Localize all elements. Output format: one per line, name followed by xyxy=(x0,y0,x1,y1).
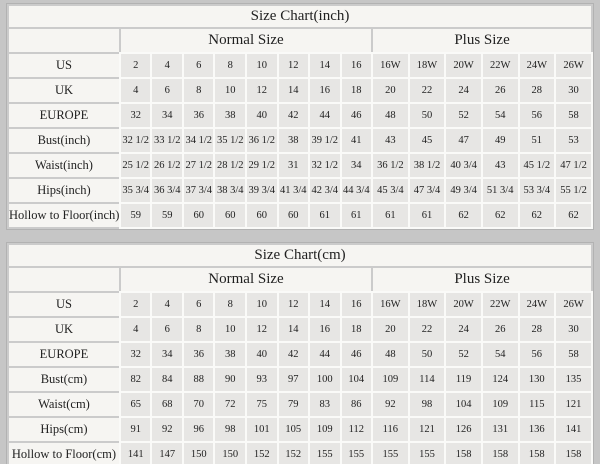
size-value-cell: 135 xyxy=(556,368,591,391)
size-value-cell: 53 xyxy=(556,129,591,152)
table-row xyxy=(9,129,591,152)
size-value-cell: 88 xyxy=(184,368,214,391)
size-value-cell: 24 xyxy=(446,318,481,341)
size-value-cell: 35 3/4 xyxy=(121,179,151,202)
size-value-cell: 38 xyxy=(279,129,309,152)
size-value-cell: 14 xyxy=(279,79,309,102)
normal-size-header: Normal Size xyxy=(121,268,371,291)
size-value-cell: 4 xyxy=(121,79,151,102)
size-value-cell: 33 1/2 xyxy=(152,129,182,152)
size-value-cell: 158 xyxy=(520,443,555,464)
size-value-cell: 60 xyxy=(247,204,277,227)
size-value-cell: 36 xyxy=(184,343,214,366)
size-value-cell: 51 3/4 xyxy=(483,179,518,202)
size-value-cell: 8 xyxy=(215,293,245,316)
size-value-cell: 31 xyxy=(279,154,309,177)
size-value-cell: 26W xyxy=(556,293,591,316)
size-value-cell: 72 xyxy=(215,393,245,416)
table-row xyxy=(9,343,591,366)
size-value-cell: 61 xyxy=(342,204,372,227)
row-label: UK xyxy=(9,79,119,102)
size-value-cell: 6 xyxy=(152,318,182,341)
row-label: EUROPE xyxy=(9,343,119,366)
size-value-cell: 43 xyxy=(373,129,408,152)
size-value-cell: 28 xyxy=(520,79,555,102)
size-value-cell: 47 3/4 xyxy=(410,179,445,202)
size-value-cell: 22 xyxy=(410,79,445,102)
table-row xyxy=(9,154,591,177)
size-value-cell: 62 xyxy=(446,204,481,227)
size-value-cell: 50 xyxy=(410,343,445,366)
size-value-cell: 79 xyxy=(279,393,309,416)
size-value-cell: 44 xyxy=(310,104,340,127)
size-value-cell: 4 xyxy=(152,54,182,77)
row-label: Bust(cm) xyxy=(9,368,119,391)
size-value-cell: 22W xyxy=(483,293,518,316)
size-value-cell: 61 xyxy=(373,204,408,227)
row-label: Waist(inch) xyxy=(9,154,119,177)
row-label: UK xyxy=(9,318,119,341)
size-value-cell: 2 xyxy=(121,293,151,316)
table-row xyxy=(9,418,591,441)
section-header-row xyxy=(9,29,591,52)
size-value-cell: 26 xyxy=(483,318,518,341)
size-value-cell: 112 xyxy=(342,418,372,441)
size-value-cell: 14 xyxy=(279,318,309,341)
size-value-cell: 36 3/4 xyxy=(152,179,182,202)
size-value-cell: 55 1/2 xyxy=(556,179,591,202)
size-value-cell: 44 xyxy=(310,343,340,366)
size-value-cell: 44 3/4 xyxy=(342,179,372,202)
size-value-cell: 36 xyxy=(184,104,214,127)
size-value-cell: 104 xyxy=(342,368,372,391)
size-value-cell: 24 xyxy=(446,79,481,102)
row-label: Hips(inch) xyxy=(9,179,119,202)
size-value-cell: 92 xyxy=(152,418,182,441)
table-title: Size Chart(cm) xyxy=(9,245,591,266)
size-value-cell: 45 3/4 xyxy=(373,179,408,202)
size-value-cell: 16 xyxy=(310,79,340,102)
size-value-cell: 24W xyxy=(520,293,555,316)
size-value-cell: 16W xyxy=(373,293,408,316)
size-value-cell: 28 1/2 xyxy=(215,154,245,177)
size-value-cell: 14 xyxy=(310,293,340,316)
size-value-cell: 70 xyxy=(184,393,214,416)
size-value-cell: 20 xyxy=(373,79,408,102)
size-value-cell: 100 xyxy=(310,368,340,391)
size-value-cell: 16 xyxy=(342,54,372,77)
size-value-cell: 45 xyxy=(410,129,445,152)
size-value-cell: 109 xyxy=(373,368,408,391)
size-value-cell: 104 xyxy=(446,393,481,416)
size-value-cell: 86 xyxy=(342,393,372,416)
size-value-cell: 53 3/4 xyxy=(520,179,555,202)
row-label: Hollow to Floor(inch) xyxy=(9,204,119,227)
size-value-cell: 51 xyxy=(520,129,555,152)
size-value-cell: 147 xyxy=(152,443,182,464)
size-value-cell: 49 xyxy=(483,129,518,152)
size-value-cell: 56 xyxy=(520,104,555,127)
size-value-cell: 68 xyxy=(152,393,182,416)
size-value-cell: 54 xyxy=(483,343,518,366)
size-value-cell: 60 xyxy=(215,204,245,227)
plus-size-header: Plus Size xyxy=(373,29,591,52)
size-value-cell: 60 xyxy=(279,204,309,227)
table-row xyxy=(9,443,591,464)
size-value-cell: 4 xyxy=(121,318,151,341)
table-title: Size Chart(inch) xyxy=(9,6,591,27)
size-value-cell: 124 xyxy=(483,368,518,391)
size-value-cell: 42 xyxy=(279,343,309,366)
size-value-cell: 84 xyxy=(152,368,182,391)
size-value-cell: 58 xyxy=(556,343,591,366)
size-value-cell: 38 xyxy=(215,343,245,366)
size-value-cell: 12 xyxy=(247,79,277,102)
size-value-cell: 18W xyxy=(410,54,445,77)
size-value-cell: 158 xyxy=(446,443,481,464)
size-value-cell: 38 1/2 xyxy=(410,154,445,177)
size-value-cell: 131 xyxy=(483,418,518,441)
size-value-cell: 14 xyxy=(310,54,340,77)
size-value-cell: 40 xyxy=(247,343,277,366)
size-value-cell: 46 xyxy=(342,343,372,366)
size-value-cell: 30 xyxy=(556,79,591,102)
size-value-cell: 22 xyxy=(410,318,445,341)
size-value-cell: 56 xyxy=(520,343,555,366)
size-value-cell: 32 1/2 xyxy=(310,154,340,177)
size-value-cell: 8 xyxy=(184,318,214,341)
size-value-cell: 8 xyxy=(184,79,214,102)
size-value-cell: 10 xyxy=(215,79,245,102)
size-value-cell: 10 xyxy=(215,318,245,341)
size-value-cell: 75 xyxy=(247,393,277,416)
size-value-cell: 48 xyxy=(373,104,408,127)
size-value-cell: 16 xyxy=(310,318,340,341)
size-value-cell: 97 xyxy=(279,368,309,391)
size-value-cell: 39 3/4 xyxy=(247,179,277,202)
size-value-cell: 98 xyxy=(215,418,245,441)
size-value-cell: 150 xyxy=(184,443,214,464)
size-value-cell: 121 xyxy=(410,418,445,441)
size-value-cell: 150 xyxy=(215,443,245,464)
size-value-cell: 6 xyxy=(152,79,182,102)
size-value-cell: 126 xyxy=(446,418,481,441)
size-value-cell: 47 1/2 xyxy=(556,154,591,177)
size-value-cell: 2 xyxy=(121,54,151,77)
size-value-cell: 158 xyxy=(483,443,518,464)
size-value-cell: 62 xyxy=(556,204,591,227)
size-value-cell: 46 xyxy=(342,104,372,127)
size-value-cell: 34 xyxy=(342,154,372,177)
corner-cell xyxy=(9,268,119,291)
row-label: Hollow to Floor(cm) xyxy=(9,443,119,464)
size-value-cell: 18W xyxy=(410,293,445,316)
size-value-cell: 20 xyxy=(373,318,408,341)
size-value-cell: 36 1/2 xyxy=(247,129,277,152)
size-value-cell: 20W xyxy=(446,54,481,77)
size-value-cell: 32 xyxy=(121,343,151,366)
size-value-cell: 36 1/2 xyxy=(373,154,408,177)
row-label: Bust(inch) xyxy=(9,129,119,152)
size-value-cell: 92 xyxy=(373,393,408,416)
size-value-cell: 141 xyxy=(556,418,591,441)
row-label: EUROPE xyxy=(9,104,119,127)
table-row xyxy=(9,204,591,227)
size-value-cell: 109 xyxy=(483,393,518,416)
size-value-cell: 37 3/4 xyxy=(184,179,214,202)
size-value-cell: 93 xyxy=(247,368,277,391)
size-value-cell: 26 1/2 xyxy=(152,154,182,177)
table-row xyxy=(9,79,591,102)
size-value-cell: 12 xyxy=(279,293,309,316)
size-value-cell: 54 xyxy=(483,104,518,127)
size-value-cell: 45 1/2 xyxy=(520,154,555,177)
size-value-cell: 141 xyxy=(121,443,151,464)
size-value-cell: 12 xyxy=(247,318,277,341)
size-value-cell: 40 xyxy=(247,104,277,127)
size-value-cell: 16 xyxy=(342,293,372,316)
size-value-cell: 34 xyxy=(152,343,182,366)
size-value-cell: 28 xyxy=(520,318,555,341)
size-value-cell: 65 xyxy=(121,393,151,416)
size-value-cell: 155 xyxy=(342,443,372,464)
size-value-cell: 26 xyxy=(483,79,518,102)
size-value-cell: 47 xyxy=(446,129,481,152)
size-chart-cm-table xyxy=(6,242,594,464)
title-row xyxy=(9,245,591,266)
size-value-cell: 6 xyxy=(184,54,214,77)
size-value-cell: 119 xyxy=(446,368,481,391)
row-label: Waist(cm) xyxy=(9,393,119,416)
size-value-cell: 91 xyxy=(121,418,151,441)
size-value-cell: 101 xyxy=(247,418,277,441)
size-value-cell: 49 3/4 xyxy=(446,179,481,202)
corner-cell xyxy=(9,29,119,52)
size-value-cell: 24W xyxy=(520,54,555,77)
size-value-cell: 32 1/2 xyxy=(121,129,151,152)
size-value-cell: 10 xyxy=(247,293,277,316)
size-value-cell: 59 xyxy=(152,204,182,227)
size-value-cell: 18 xyxy=(342,79,372,102)
size-value-cell: 115 xyxy=(520,393,555,416)
size-value-cell: 4 xyxy=(152,293,182,316)
size-value-cell: 114 xyxy=(410,368,445,391)
size-value-cell: 155 xyxy=(373,443,408,464)
size-value-cell: 25 1/2 xyxy=(121,154,151,177)
size-value-cell: 58 xyxy=(556,104,591,127)
size-value-cell: 38 xyxy=(215,104,245,127)
size-value-cell: 152 xyxy=(247,443,277,464)
size-value-cell: 26W xyxy=(556,54,591,77)
size-value-cell: 109 xyxy=(310,418,340,441)
size-value-cell: 60 xyxy=(184,204,214,227)
row-label: Hips(cm) xyxy=(9,418,119,441)
size-value-cell: 38 3/4 xyxy=(215,179,245,202)
size-value-cell: 96 xyxy=(184,418,214,441)
size-value-cell: 20W xyxy=(446,293,481,316)
size-value-cell: 50 xyxy=(410,104,445,127)
title-row xyxy=(9,6,591,27)
row-label: US xyxy=(9,293,119,316)
size-value-cell: 136 xyxy=(520,418,555,441)
table-row xyxy=(9,54,591,77)
size-value-cell: 62 xyxy=(520,204,555,227)
size-value-cell: 61 xyxy=(310,204,340,227)
size-value-cell: 42 xyxy=(279,104,309,127)
size-value-cell: 61 xyxy=(410,204,445,227)
size-value-cell: 43 xyxy=(483,154,518,177)
size-value-cell: 22W xyxy=(483,54,518,77)
size-value-cell: 83 xyxy=(310,393,340,416)
size-value-cell: 155 xyxy=(410,443,445,464)
table-row xyxy=(9,179,591,202)
size-value-cell: 34 1/2 xyxy=(184,129,214,152)
size-value-cell: 152 xyxy=(279,443,309,464)
table-row xyxy=(9,393,591,416)
table-row xyxy=(9,293,591,316)
size-value-cell: 29 1/2 xyxy=(247,154,277,177)
size-value-cell: 59 xyxy=(121,204,151,227)
size-value-cell: 16W xyxy=(373,54,408,77)
size-value-cell: 32 xyxy=(121,104,151,127)
size-value-cell: 42 3/4 xyxy=(310,179,340,202)
size-value-cell: 121 xyxy=(556,393,591,416)
size-chart-inch-table xyxy=(6,3,594,230)
section-header-row xyxy=(9,268,591,291)
plus-size-header: Plus Size xyxy=(373,268,591,291)
size-value-cell: 98 xyxy=(410,393,445,416)
size-value-cell: 41 3/4 xyxy=(279,179,309,202)
size-value-cell: 40 3/4 xyxy=(446,154,481,177)
size-value-cell: 82 xyxy=(121,368,151,391)
size-value-cell: 39 1/2 xyxy=(310,129,340,152)
size-value-cell: 52 xyxy=(446,343,481,366)
size-value-cell: 30 xyxy=(556,318,591,341)
size-value-cell: 10 xyxy=(247,54,277,77)
size-value-cell: 62 xyxy=(483,204,518,227)
size-value-cell: 41 xyxy=(342,129,372,152)
size-value-cell: 48 xyxy=(373,343,408,366)
size-value-cell: 18 xyxy=(342,318,372,341)
size-value-cell: 158 xyxy=(556,443,591,464)
normal-size-header: Normal Size xyxy=(121,29,371,52)
size-value-cell: 34 xyxy=(152,104,182,127)
row-label: US xyxy=(9,54,119,77)
size-value-cell: 90 xyxy=(215,368,245,391)
size-value-cell: 52 xyxy=(446,104,481,127)
size-value-cell: 8 xyxy=(215,54,245,77)
table-row xyxy=(9,368,591,391)
size-value-cell: 155 xyxy=(310,443,340,464)
size-value-cell: 130 xyxy=(520,368,555,391)
size-value-cell: 27 1/2 xyxy=(184,154,214,177)
size-value-cell: 35 1/2 xyxy=(215,129,245,152)
size-value-cell: 116 xyxy=(373,418,408,441)
size-value-cell: 12 xyxy=(279,54,309,77)
table-row xyxy=(9,318,591,341)
table-row xyxy=(9,104,591,127)
size-value-cell: 6 xyxy=(184,293,214,316)
size-value-cell: 105 xyxy=(279,418,309,441)
